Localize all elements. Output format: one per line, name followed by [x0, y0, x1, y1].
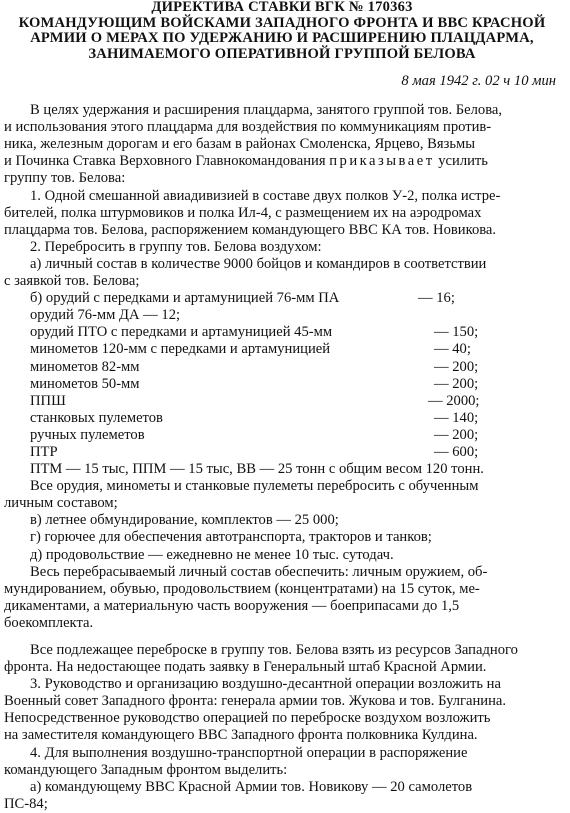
weapons-row-value: — 140;: [434, 409, 479, 426]
weapons-row-value: — 600;: [434, 443, 479, 460]
weapons-row-name: минометов 120-мм с передками и артамуницией: [30, 341, 331, 358]
intro-line-1: В целях удержания и расширения плацдарма, занятого группой тов. Белова,: [30, 102, 503, 119]
intro-line-3: ника, железным дорогам и его базам в районах Смоленска, Ярцево, Вязьмы: [4, 136, 476, 153]
item-3: [4, 676, 560, 744]
item-4-line-1: 4. Для выполнения воздушно-транспортной операции в распоряжение: [30, 744, 468, 761]
weapons-row-name: ручных пулеметов: [30, 426, 145, 443]
weapons-row: [4, 307, 560, 324]
intro-line-2: и использования этого плацдарма для воздействия по коммуникациям против-: [4, 119, 492, 136]
supply-line-3: дикаментами, а материальную часть вооружения — боеприпасами до 1,5: [4, 597, 460, 614]
item-4: [4, 745, 560, 813]
item-1-line-2: бителей, полка штурмовиков и полка Ил-4, с размещением их на аэродромах: [4, 204, 482, 221]
weapons-row-name: орудий ПТО с передками и артамуницией 45-мм: [30, 324, 333, 341]
weapons-row-name: орудий 76-мм ДА — 12;: [30, 307, 181, 324]
heading-line-3: АРМИИ О МЕРАХ ПО УДЕРЖАНИЮ И РАСШИРЕНИЮ ПЛАЦДАРМА,: [30, 30, 534, 46]
weapons-row-name: минометов 50-мм: [30, 375, 140, 392]
item-2-title: 2. Перебросить в группу тов. Белова воздухом:: [30, 238, 322, 255]
item-1-line-3: плацдарма тов. Белова, распоряжением командующего ВВС КА тов. Новикова.: [4, 221, 497, 238]
supply-line-4: боекомплекта.: [4, 614, 94, 631]
intro-line-4-end: усилить: [434, 153, 488, 170]
ammo-line: ПТМ — 15 тыс, ППМ — 15 тыс, ВВ — 25 тонн с общим весом 120 тонн.: [30, 461, 484, 478]
all-weapons-line-1: Все орудия, минометы и станковые пулеметы перебросить с обученным: [30, 478, 479, 495]
weapons-row: [4, 410, 560, 427]
weapons-row: [4, 444, 560, 461]
item-4-line-2: командующего Западным фронтом выделить:: [4, 761, 288, 778]
weapons-row-value: — 200;: [434, 426, 479, 443]
resources-line-2: фронта. На недостающее подать заявку в Генеральный штаб Красной Армии.: [4, 659, 487, 676]
weapons-row-value: — 150;: [434, 324, 479, 341]
dateline: 8 мая 1942 г. 02 ч 10 мин: [401, 73, 556, 89]
weapons-row-name: станковых пулеметов: [30, 409, 163, 426]
weapons-row: [4, 427, 560, 444]
weapons-row: [4, 324, 560, 341]
document-heading: [4, 0, 560, 62]
weapons-row-value: — 200;: [434, 358, 479, 375]
item-2d: д) продовольствие — ежедневно не менее 10 тыс. сутодач.: [30, 546, 394, 563]
weapons-row-value: — 2000;: [428, 392, 480, 409]
resources-paragraph: [4, 642, 560, 676]
item-2a-line-1: а) личный состав в количестве 9000 бойцов и командиров в соответствии: [30, 255, 487, 272]
item-3-line-4: на заместителя командующего ВВС Западного фронта полковника Кулдина.: [4, 727, 478, 744]
item-2v: в) летнее обмундирование, комплектов — 25 000;: [30, 512, 339, 529]
intro-paragraph: [4, 102, 560, 187]
item-4a-line-1: а) командующему ВВС Красной Армии тов. Новикову — 20 самолетов: [30, 778, 473, 795]
item-4a-line-2: ПС-84;: [4, 795, 48, 812]
item-2a-line-2: с заявкой тов. Белова;: [4, 273, 140, 290]
item-1-line-1: 1. Одной смешанной авиадивизией в составе двух полков У-2, полка истре-: [30, 187, 501, 204]
orders-word: приказывает: [329, 153, 435, 170]
supply-line-2: мундированием, обувью, продовольствием (концентратами) на 15 суток, ме-: [4, 580, 480, 597]
heading-line-1: ДИРЕКТИВА СТАВКИ ВГК № 170363: [151, 0, 413, 15]
resources-line-1: Все подлежащее переброске в группу тов. Белова взять из ресурсов Западного: [30, 642, 518, 658]
weapons-row-intro: [4, 290, 560, 307]
weapons-row: [4, 376, 560, 393]
item-2: [4, 239, 560, 632]
intro-line-4: [4, 153, 560, 170]
weapons-row: [4, 341, 560, 358]
weapons-row-value: — 40;: [434, 341, 471, 358]
supply-line-1: Весь перебрасываемый личный состав обеспечить: личным оружием, об-: [30, 563, 488, 580]
weapons-row-name: минометов 82-мм: [30, 358, 140, 375]
weapons-row-intro-value: — 16;: [418, 290, 455, 307]
item-2g: г) горючее для обеспечения автотранспорта, тракторов и танков;: [30, 529, 432, 546]
weapons-row: [4, 393, 560, 410]
intro-line-4-text: и Починка Ставка Верховного Главнокомандования: [4, 153, 330, 170]
weapons-row-name: ПТР: [30, 443, 58, 460]
item-3-line-1: 3. Руководство и организацию воздушно-десантной операции возложить на: [30, 676, 501, 693]
heading-line-4: ЗАНИМАЕМОГО ОПЕРАТИВНОЙ ГРУППОЙ БЕЛОВА: [88, 45, 476, 62]
weapons-row-intro-name: б) орудий с передками и артамуницией 76-мм ПА: [30, 290, 340, 307]
item-3-line-3: Непосредственное руководство операцией по переброске воздухом возложить: [4, 710, 491, 727]
intro-line-5: группу тов. Белова:: [4, 170, 126, 187]
weapons-row-value: — 200;: [434, 375, 479, 392]
heading-line-2: КОМАНДУЮЩИМ ВОЙСКАМИ ЗАПАДНОГО ФРОНТА И ВВС КРАСНОЙ: [18, 14, 546, 31]
all-weapons-line-2: личным составом;: [4, 495, 118, 512]
item-1: [4, 188, 560, 239]
weapons-row: [4, 359, 560, 376]
weapons-row-name: ППШ: [30, 392, 66, 409]
item-3-line-2: Военный совет Западного фронта: генерала армии тов. Жукова и тов. Булганина.: [4, 693, 507, 710]
